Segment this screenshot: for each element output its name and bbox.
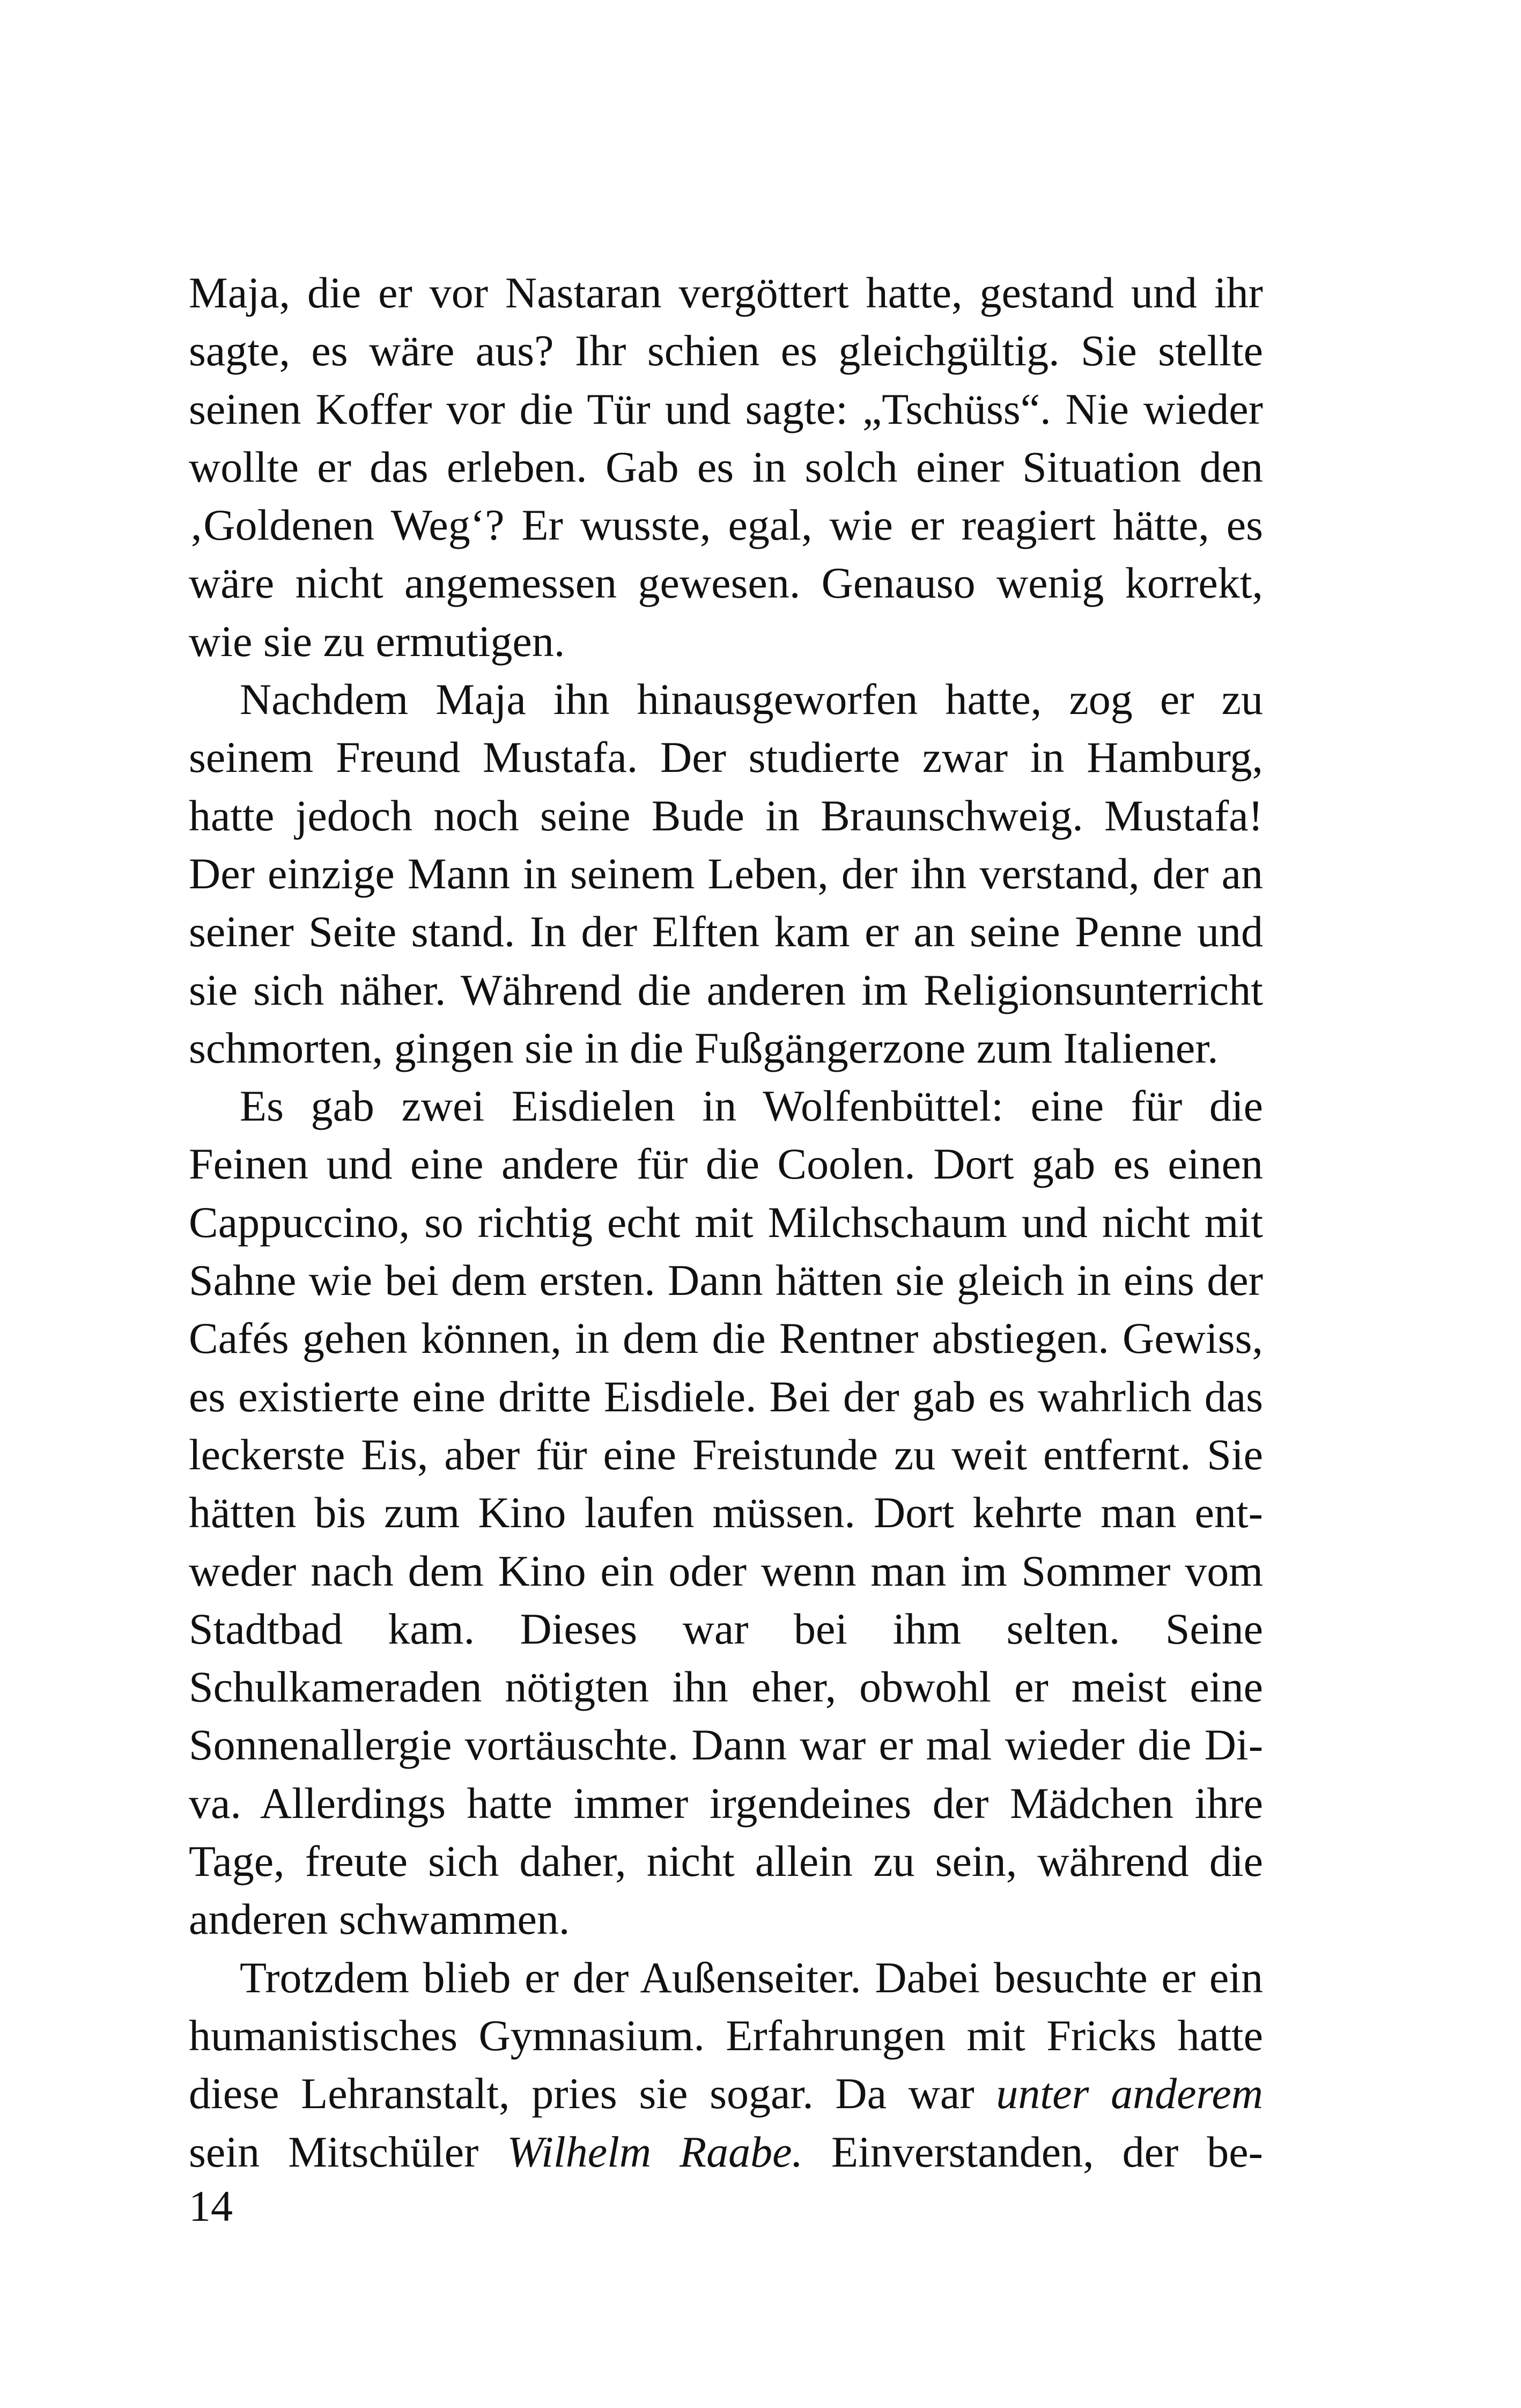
- text-line: hätten bis zum Kino laufen müssen. Dort kehrte man ent-: [189, 1488, 1263, 1537]
- text-line: sagte, es wäre aus? Ihr schien es gleichgültig. Sie stellte: [189, 326, 1263, 375]
- italic-text: unter anderem: [996, 2069, 1263, 2118]
- text-run: diese Lehranstalt, pries sie sogar. Da war: [189, 2069, 996, 2118]
- text-line: schmorten, gingen sie in die Fußgängerzone zum Italiener.: [189, 1023, 1219, 1072]
- text-line: va. Allerdings hatte immer irgendeines der Mädchen ihre: [189, 1778, 1263, 1828]
- text-line: Der einzige Mann in seinem Leben, der ihn verstand, der an: [189, 849, 1263, 898]
- text-line: Cappuccino, so richtig echt mit Milchschaum und nicht mit: [189, 1197, 1263, 1247]
- text-line: [189, 2123, 1263, 2181]
- text-line: Es gab zwei Eisdielen in Wolfenbüttel: eine für die: [240, 1081, 1263, 1131]
- text-line: anderen schwammen.: [189, 1895, 570, 1944]
- text-line: humanistisches Gymnasium. Erfahrungen mit Fricks hatte: [189, 2011, 1263, 2060]
- text-line: hatte jedoch noch seine Bude in Braunschweig. Mustafa!: [189, 791, 1263, 840]
- text-line: Nachdem Maja ihn hinausgeworfen hatte, zog er zu: [240, 675, 1263, 724]
- text-line: seiner Seite stand. In der Elften kam er an seine Penne und: [189, 907, 1263, 956]
- text-line: [189, 2065, 1263, 2123]
- text-line: wäre nicht angemessen gewesen. Genauso wenig korrekt,: [189, 558, 1263, 608]
- text-line: Maja, die er vor Nastaran vergöttert hatte, gestand und ihr: [189, 268, 1263, 317]
- text-line: wie sie zu ermutigen.: [189, 616, 565, 666]
- text-line: Sonnenallergie vortäuschte. Dann war er mal wieder die Di-: [189, 1720, 1263, 1770]
- text-line: Trotzdem blieb er der Außenseiter. Dabei besuchte er ein: [240, 1953, 1263, 2002]
- text-run: Einverstanden, der be-: [803, 2127, 1263, 2176]
- text-line: wollte er das erleben. Gab es in solch einer Situation den: [189, 442, 1263, 491]
- text-line: Feinen und eine andere für die Coolen. Dort gab es einen: [189, 1139, 1263, 1189]
- text-line: sie sich näher. Während die anderen im Religionsunterricht: [189, 965, 1263, 1014]
- text-line: Sahne wie bei dem ersten. Dann hätten sie gleich in eins der: [189, 1256, 1263, 1305]
- page-number: 14: [189, 2182, 233, 2230]
- text-line: Schulkameraden nötigten ihn eher, obwohl er meist eine: [189, 1662, 1263, 1712]
- italic-text: Wilhelm Raabe.: [507, 2127, 803, 2176]
- text-line: Stadtbad kam. Dieses war bei ihm selten. Seine: [189, 1604, 1263, 1653]
- text-line: Cafés gehen können, in dem die Rentner abstiegen. Gewiss,: [189, 1314, 1263, 1363]
- body-text: [189, 264, 1263, 2181]
- text-line: leckerste Eis, aber für eine Freistunde zu weit entfernt. Sie: [189, 1430, 1263, 1479]
- text-line: seinen Koffer vor die Tür und sagte: „Tschüss“. Nie wieder: [189, 384, 1263, 433]
- text-line: seinem Freund Mustafa. Der studierte zwar in Hamburg,: [189, 733, 1263, 782]
- text-line: Tage, freute sich daher, nicht allein zu sein, während die: [189, 1837, 1263, 1886]
- text-line: weder nach dem Kino ein oder wenn man im Sommer vom: [189, 1546, 1263, 1595]
- text-line: ‚Goldenen Weg‘? Er wusste, egal, wie er reagiert hätte, es: [189, 500, 1263, 550]
- text-run: sein Mitschüler: [189, 2127, 507, 2176]
- text-line: es existierte eine dritte Eisdiele. Bei der gab es wahrlich das: [189, 1372, 1263, 1421]
